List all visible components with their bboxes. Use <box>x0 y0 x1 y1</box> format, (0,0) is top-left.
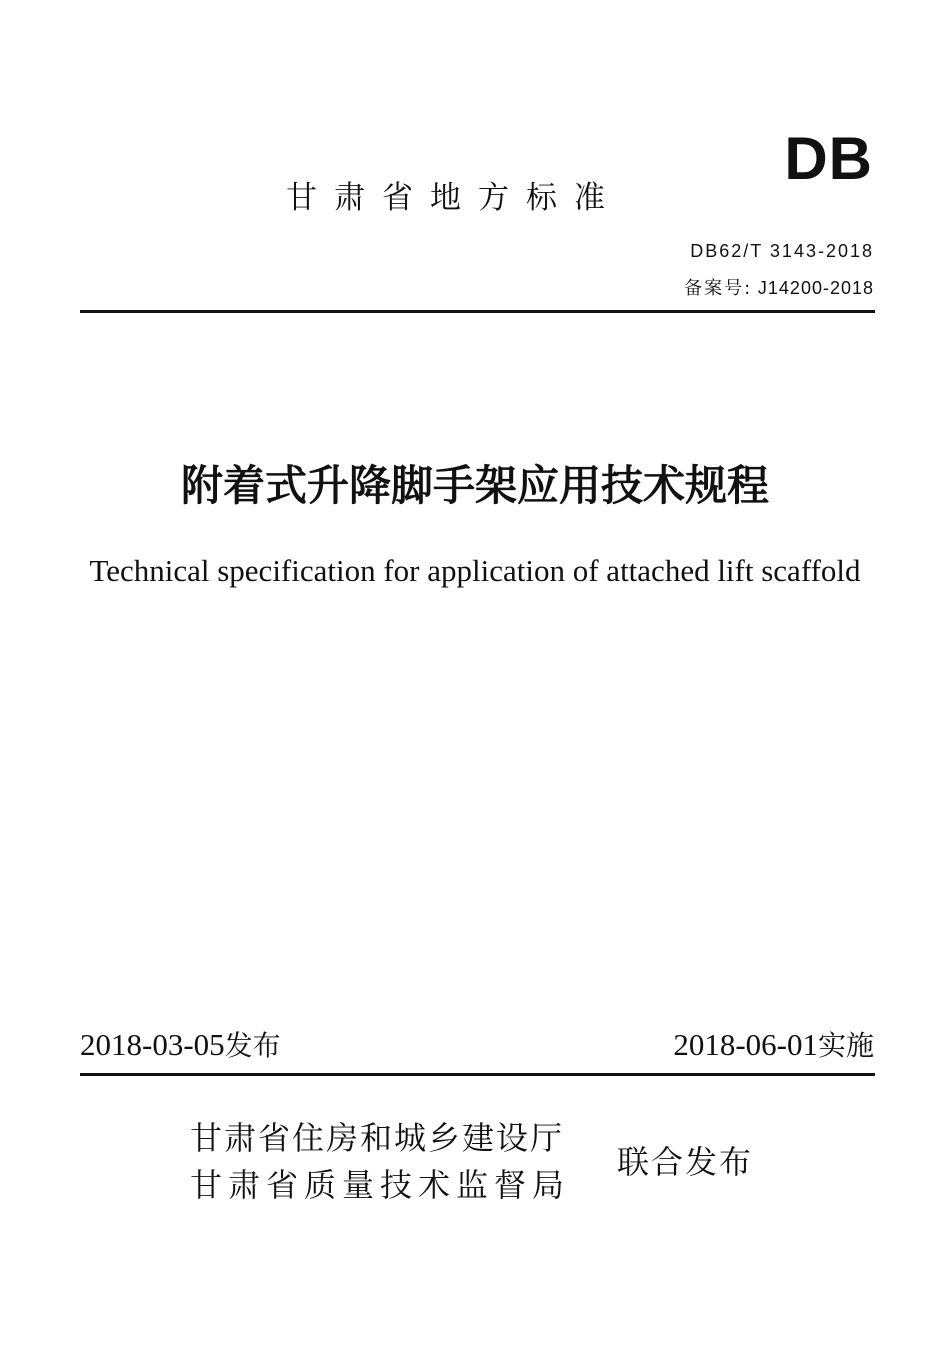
implementation-date <box>673 1024 874 1067</box>
bottom-divider <box>80 1073 875 1076</box>
top-divider <box>80 310 875 313</box>
issue-date-label: 发布 <box>224 1029 281 1062</box>
issue-date-value: 2018-03-05 <box>80 1027 225 1062</box>
publisher-agency: 甘肃省质量技术监督局 <box>190 1166 571 1204</box>
issue-date <box>80 1024 281 1067</box>
standard-number: DB62/T 3143-2018 <box>690 241 874 261</box>
record-number-value: J14200-2018 <box>757 278 874 298</box>
standard-type-heading: 甘肃省地方标准 <box>286 180 622 216</box>
record-number <box>684 275 874 302</box>
joint-publish-label: 联合发布 <box>617 1143 754 1181</box>
implementation-date-value: 2018-06-01 <box>673 1027 818 1062</box>
document-title-chinese: 附着式升降脚手架应用技术规程 <box>180 461 769 510</box>
publisher-agency: 甘肃省住房和城乡建设厅 <box>190 1119 565 1157</box>
implementation-date-label: 实施 <box>817 1029 874 1062</box>
document-title-english: Technical specification for application of attached lift scaffold <box>89 553 861 588</box>
db-mark: DB <box>784 125 873 192</box>
record-number-label: 备案号: <box>684 278 753 299</box>
